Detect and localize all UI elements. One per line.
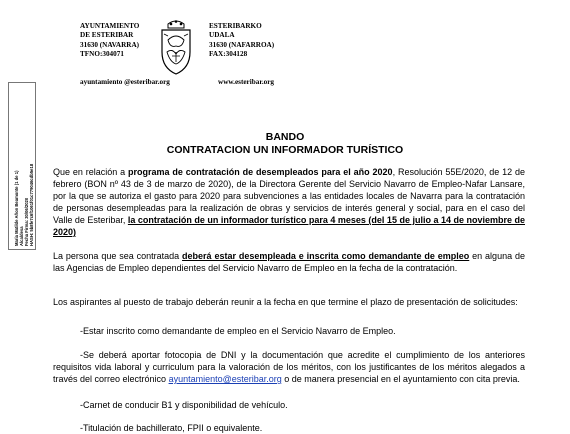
requirement-item: -Estar inscrito como demandante de empleo en el Servicio Navarro de Empleo. xyxy=(80,326,396,336)
signature-line: Alcaldesa xyxy=(19,226,24,246)
bold-underlined-text: la contratación de un informador turístico para 4 meses (del 15 de julio a 14 de noviembre de 2020) xyxy=(53,215,525,237)
header-right-block xyxy=(209,22,274,60)
header-website[interactable]: www.esteribar.org xyxy=(218,78,275,86)
bold-text: programa de contratación de desempleados para el año 2020 xyxy=(128,167,393,177)
signature-line: Fecha Firma: 30/06/2020 xyxy=(24,197,29,246)
email-link[interactable]: ayuntamiento@esteribar.org xyxy=(168,374,282,384)
header-right-line: ESTERIBARKO xyxy=(209,22,262,30)
header-right-line: UDALA xyxy=(209,31,235,40)
paragraph-requirement xyxy=(53,250,525,274)
document-subtitle: CONTRATACION UN INFORMADOR TURÍSTICO xyxy=(166,144,404,156)
text-span: , Resolución 55E/2020, de 12 de febrero (BON nº 43 de 3 de marzo de 2020), de la Directora Gerente del Servicio Navarro de Empleo-Nafar Lansare, por la que se autoriza el gasto para 2020 para subvenciones a las entidades locales de Navarra para la contratación de personas desempleadas para la realización de obras y servicios de interés general y social, para en el caso del Valle de Esteribar, xyxy=(53,167,526,225)
paragraph-applicants: Los aspirantes al puesto de trabajo deberán reunir a la fecha en que termine el plazo de presentación de solicitudes: xyxy=(53,297,518,307)
header-left-line: TFNO:304071 xyxy=(80,50,124,59)
header-right-line: FAX:304128 xyxy=(209,50,248,59)
header-left-line: DE ESTERIBAR xyxy=(80,31,134,40)
document-title: BANDO xyxy=(265,131,305,143)
signature-line: HASH: 5b8fe7c6f1061f01c779046cdb5e18 xyxy=(29,163,34,246)
header-email[interactable]: ayuntamiento @esteribar.org xyxy=(80,78,170,86)
header-right-line: 31630 (NAFARROA) xyxy=(209,40,275,49)
requirement-item: -Titulación de bachillerato, FPII o equivalente. xyxy=(80,423,263,433)
header-left-line: AYUNTAMIENTO xyxy=(80,22,140,30)
paragraph-intro xyxy=(53,166,525,238)
signature-stamp xyxy=(14,82,34,246)
header-left-line: 31630 (NAVARRA) xyxy=(80,40,140,49)
text-span: La persona que sea contratada xyxy=(53,251,183,261)
bold-underlined-text: deberá estar desempleada e inscrita como demandante de empleo xyxy=(182,251,470,261)
text-span: -Se deberá aportar fotocopia de DNI y la documentación que acredite el cumplimiento de los anteriores requisitos vida laboral y curriculum para la valoración de los méritos, con los justificantes de los méritos alegados a través del correo electrónico xyxy=(53,350,525,384)
coat-of-arms-icon xyxy=(154,18,198,76)
text-span: o de manera presencial en el ayuntamiento con cita previa. xyxy=(281,374,520,384)
header-left-block xyxy=(80,22,139,60)
requirement-item xyxy=(53,349,525,385)
signature-line: Maria Matilde Añon Beamonte (1 de 1) xyxy=(14,170,19,246)
requirement-item: -Carnet de conducir B1 y disponibilidad de vehículo. xyxy=(80,400,288,410)
text-span: Que en relación a xyxy=(53,167,129,177)
text-span: en alguna de las Agencias de Empleo dependientes del Servicio Navarro de Empleo en la fecha de la contratación. xyxy=(53,251,525,273)
